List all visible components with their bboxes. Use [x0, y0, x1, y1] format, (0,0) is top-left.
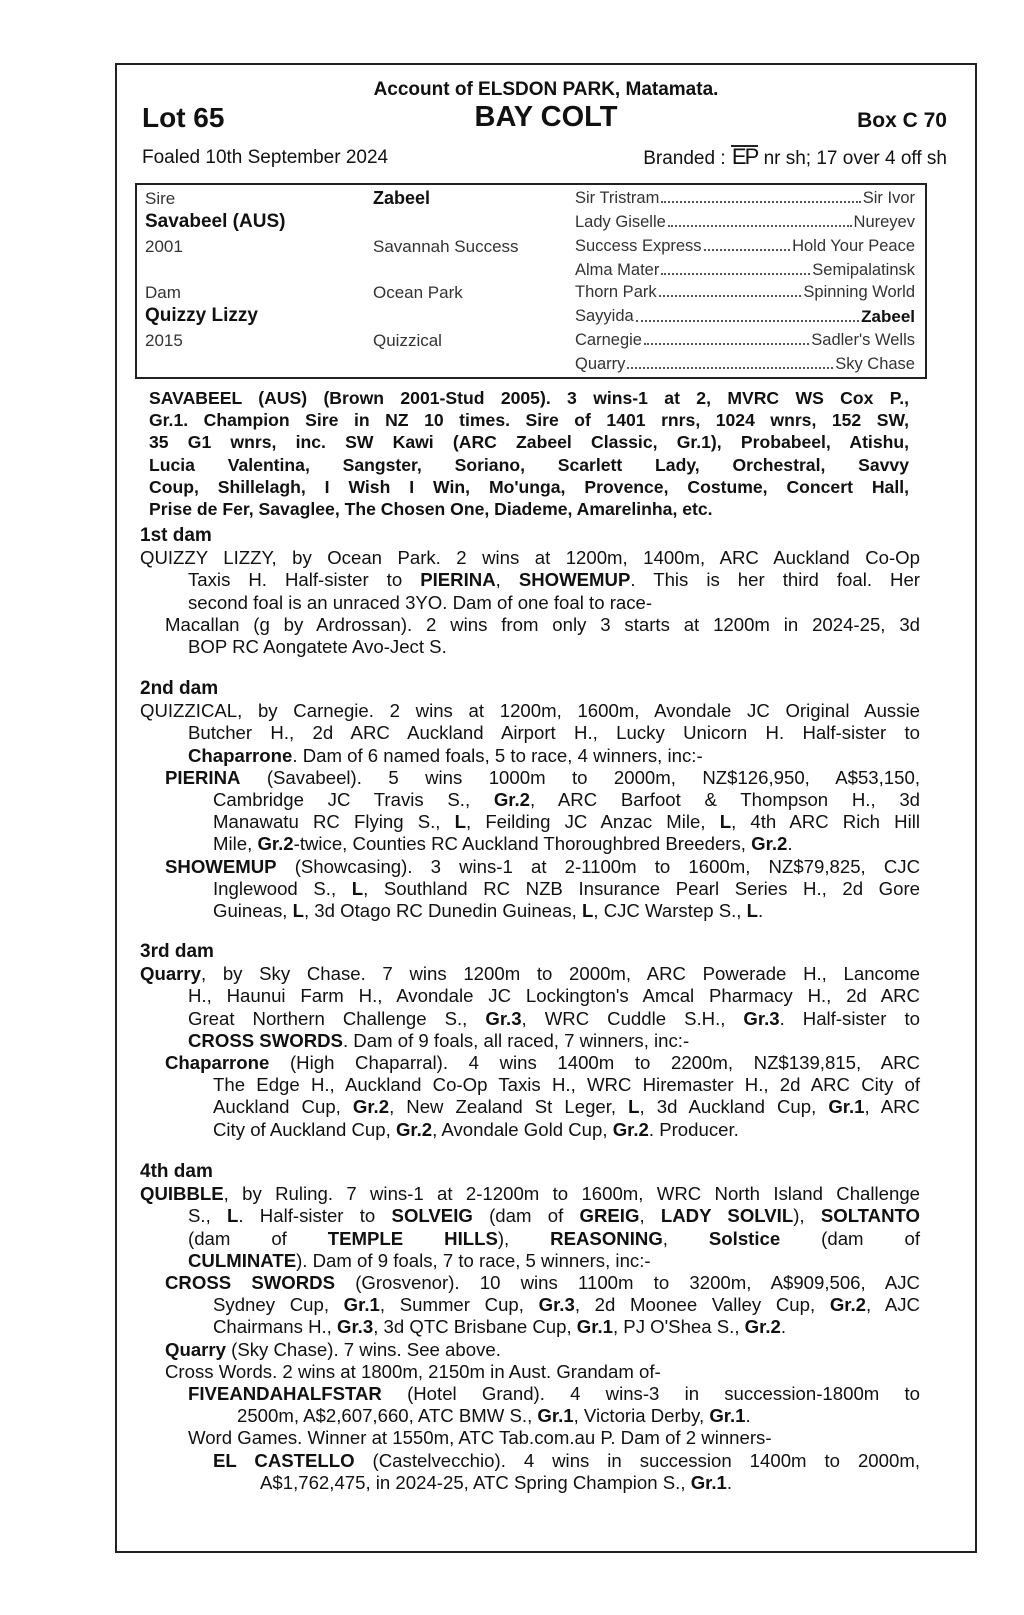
- text-line: 2500m, A$2,607,660, ATC BMW S., Gr.1, Victoria Derby, Gr.1.: [237, 1405, 751, 1427]
- text-line: EL CASTELLO (Castelvecchio). 4 wins in succession 1400m to 2000m,: [213, 1449, 920, 1471]
- text-line: QUIZZY LIZZY, by Ocean Park. 2 wins at 1200m, 1400m, ARC Auckland Co-Op: [140, 547, 920, 569]
- text-line: Guineas, L, 3d Otago RC Dunedin Guineas, L, CJC Warstep S., L.: [213, 900, 764, 922]
- sire-summary-line: Prise de Fer, Savaglee, The Chosen One, Diademe, Amarelinha, etc.: [149, 499, 713, 520]
- text-line: QUIZZICAL, by Carnegie. 2 wins at 1200m, 1600m, Avondale JC Original Aussie: [140, 700, 920, 722]
- sire-summary-line: Lucia Valentina, Sangster, Soriano, Scarlett Lady, Orchestral, Savvy: [149, 454, 909, 475]
- pedigree-row: Sir Tristram Sir Ivor: [575, 189, 915, 207]
- pedigree-row: Thorn Park Spinning World: [575, 283, 915, 301]
- text-line: The Edge H., Auckland Co-Op Taxis H., WRC Hiremaster H., 2d ARC City of: [213, 1074, 920, 1096]
- sire-summary-line: Gr.1. Champion Sire in NZ 10 times. Sire of 1401 rnrs, 1024 wnrs, 152 SW,: [149, 410, 909, 431]
- text-line: Sydney Cup, Gr.1, Summer Cup, Gr.3, 2d Moonee Valley Cup, Gr.2, AJC: [213, 1294, 920, 1316]
- pedigree-row: Lady Giselle Nureyev: [575, 213, 915, 231]
- page-title: BAY COLT: [474, 101, 618, 133]
- sire-summary-line: Coup, Shillelagh, I Wish I Win, Mo'unga, Provence, Costume, Concert Hall,: [149, 476, 909, 497]
- sire-summary-line: 35 G1 wnrs, inc. SW Kawi (ARC Zabeel Classic, Gr.1), Probabeel, Atishu,: [149, 432, 909, 453]
- sire-year: 2001: [145, 237, 183, 256]
- text-line: Chairmans H., Gr.3, 3d QTC Brisbane Cup, Gr.1, PJ O'Shea S., Gr.2.: [213, 1316, 787, 1338]
- text-line: FIVEANDAHALFSTAR (Hotel Grand). 4 wins-3 in succession-1800m to: [188, 1383, 920, 1405]
- brand-description: [643, 145, 947, 170]
- text-line: BOP RC Aongatete Avo-Ject S.: [188, 636, 447, 658]
- first-dam-section: [140, 525, 920, 658]
- text-line: Mile, Gr.2-twice, Counties RC Auckland Thoroughbred Breeders, Gr.2.: [213, 833, 793, 855]
- text-line: Chaparrone. Dam of 6 named foals, 5 to race, 4 winners, inc:-: [188, 744, 703, 766]
- text-line: City of Auckland Cup, Gr.2, Avondale Gold Cup, Gr.2. Producer.: [213, 1118, 739, 1140]
- lot-number: Lot 65: [142, 102, 225, 133]
- dam-dam: Quizzical: [373, 331, 442, 350]
- text-line: CULMINATE). Dam of 9 foals, 7 to race, 5 winners, inc:-: [188, 1249, 651, 1271]
- dam-label: Dam: [145, 283, 181, 302]
- text-line: Manawatu RC Flying S., L, Feilding JC Anzac Mile, L, 4th ARC Rich Hill: [213, 811, 920, 833]
- pedigree-row: Alma Mater Semipalatinsk: [575, 261, 915, 279]
- text-line: (dam of TEMPLE HILLS), REASONING, Solstice (dam of: [188, 1227, 920, 1249]
- text-line: Butcher H., 2d ARC Auckland Airport H., Lucky Unicorn H. Half-sister to: [188, 722, 920, 744]
- pedigree-row: Success Express Hold Your Peace: [575, 237, 915, 255]
- section-heading: 2nd dam: [140, 678, 219, 699]
- sire-summary: [149, 387, 909, 520]
- text-line: Auckland Cup, Gr.2, New Zealand St Leger, L, 3d Auckland Cup, Gr.1, ARC: [213, 1096, 920, 1118]
- section-heading: 3rd dam: [140, 941, 214, 962]
- second-dam-section: [140, 678, 920, 922]
- sire-name: Savabeel (AUS): [145, 211, 286, 232]
- catalogue-page: [115, 63, 977, 1553]
- third-dam-section: [140, 941, 920, 1141]
- foaled-date: Foaled 10th September 2024: [142, 147, 389, 168]
- text-line: H., Haunui Farm H., Avondale JC Lockington's Amcal Pharmacy H., 2d ARC: [188, 985, 920, 1007]
- text-line: Word Games. Winner at 1550m, ATC Tab.com.au P. Dam of 2 winners-: [188, 1427, 772, 1449]
- text-line: QUIBBLE, by Ruling. 7 wins-1 at 2-1200m to 1600m, WRC North Island Challenge: [140, 1183, 920, 1205]
- sire-label: Sire: [145, 189, 176, 208]
- text-line: PIERINA (Savabeel). 5 wins 1000m to 2000m, NZ$126,950, A$53,150,: [165, 766, 920, 788]
- text-line: Cambridge JC Travis S., Gr.2, ARC Barfoot & Thompson H., 3d: [213, 789, 921, 811]
- branded-details: nr sh; 17 over 4 off sh: [763, 148, 947, 169]
- text-line: A$1,762,475, in 2024-25, ATC Spring Champion S., Gr.1.: [260, 1471, 733, 1493]
- text-line: Cross Words. 2 wins at 1800m, 2150m in Aust. Grandam of-: [165, 1360, 661, 1382]
- text-line: Inglewood S., L, Southland RC NZB Insurance Pearl Series H., 2d Gore: [213, 877, 920, 899]
- pedigree-row: Sayyida Zabeel: [575, 307, 915, 326]
- text-line: Taxis H. Half-sister to PIERINA, SHOWEMUP. This is her third foal. Her: [188, 569, 920, 591]
- section-heading: 1st dam: [140, 525, 212, 546]
- vendor-account: Account of ELSDON PARK, Matamata.: [373, 79, 719, 100]
- pedigree-row: Quarry Sky Chase: [575, 355, 915, 373]
- section-heading: 4th dam: [140, 1161, 213, 1182]
- dam-sire: Ocean Park: [373, 283, 463, 302]
- pedigree-row: Carnegie Sadler's Wells: [575, 331, 915, 349]
- sire-dam: Savannah Success: [373, 237, 519, 256]
- branded-label: Branded :: [643, 148, 726, 169]
- box-number: Box C 70: [857, 109, 947, 132]
- dam-year: 2015: [145, 331, 183, 350]
- text-line: Quarry, by Sky Chase. 7 wins 1200m to 2000m, ARC Powerade H., Lancome: [140, 963, 920, 985]
- sire-summary-line: SAVABEEL (AUS) (Brown 2001-Stud 2005). 3 wins-1 at 2, MVRC WS Cox P.,: [149, 388, 909, 408]
- text-line: second foal is an unraced 3YO. Dam of one foal to race-: [188, 591, 653, 613]
- text-line: Macallan (g by Ardrossan). 2 wins from only 3 starts at 1200m in 2024-25, 3d: [165, 613, 920, 635]
- text-line: Great Northern Challenge S., Gr.3, WRC Cuddle S.H., Gr.3. Half-sister to: [188, 1007, 920, 1029]
- text-line: SHOWEMUP (Showcasing). 3 wins-1 at 2-1100m to 1600m, NZ$79,825, CJC: [165, 855, 920, 877]
- text-line: CROSS SWORDS (Grosvenor). 10 wins 1100m to 3200m, A$909,506, AJC: [165, 1272, 920, 1294]
- dam-name: Quizzy Lizzy: [145, 305, 258, 326]
- text-line: CROSS SWORDS. Dam of 9 foals, all raced, 7 winners, inc:-: [188, 1029, 690, 1051]
- brand-mark-icon: EP: [731, 144, 758, 169]
- pedigree-table: [135, 183, 927, 379]
- text-line: Quarry (Sky Chase). 7 wins. See above.: [165, 1338, 501, 1360]
- fourth-dam-section: [140, 1161, 920, 1494]
- text-line: S., L. Half-sister to SOLVEIG (dam of GREIG, LADY SOLVIL), SOLTANTO: [188, 1205, 921, 1227]
- text-line: Chaparrone (High Chaparral). 4 wins 1400m to 2200m, NZ$139,815, ARC: [165, 1052, 920, 1074]
- sire-sire: Zabeel: [373, 188, 431, 208]
